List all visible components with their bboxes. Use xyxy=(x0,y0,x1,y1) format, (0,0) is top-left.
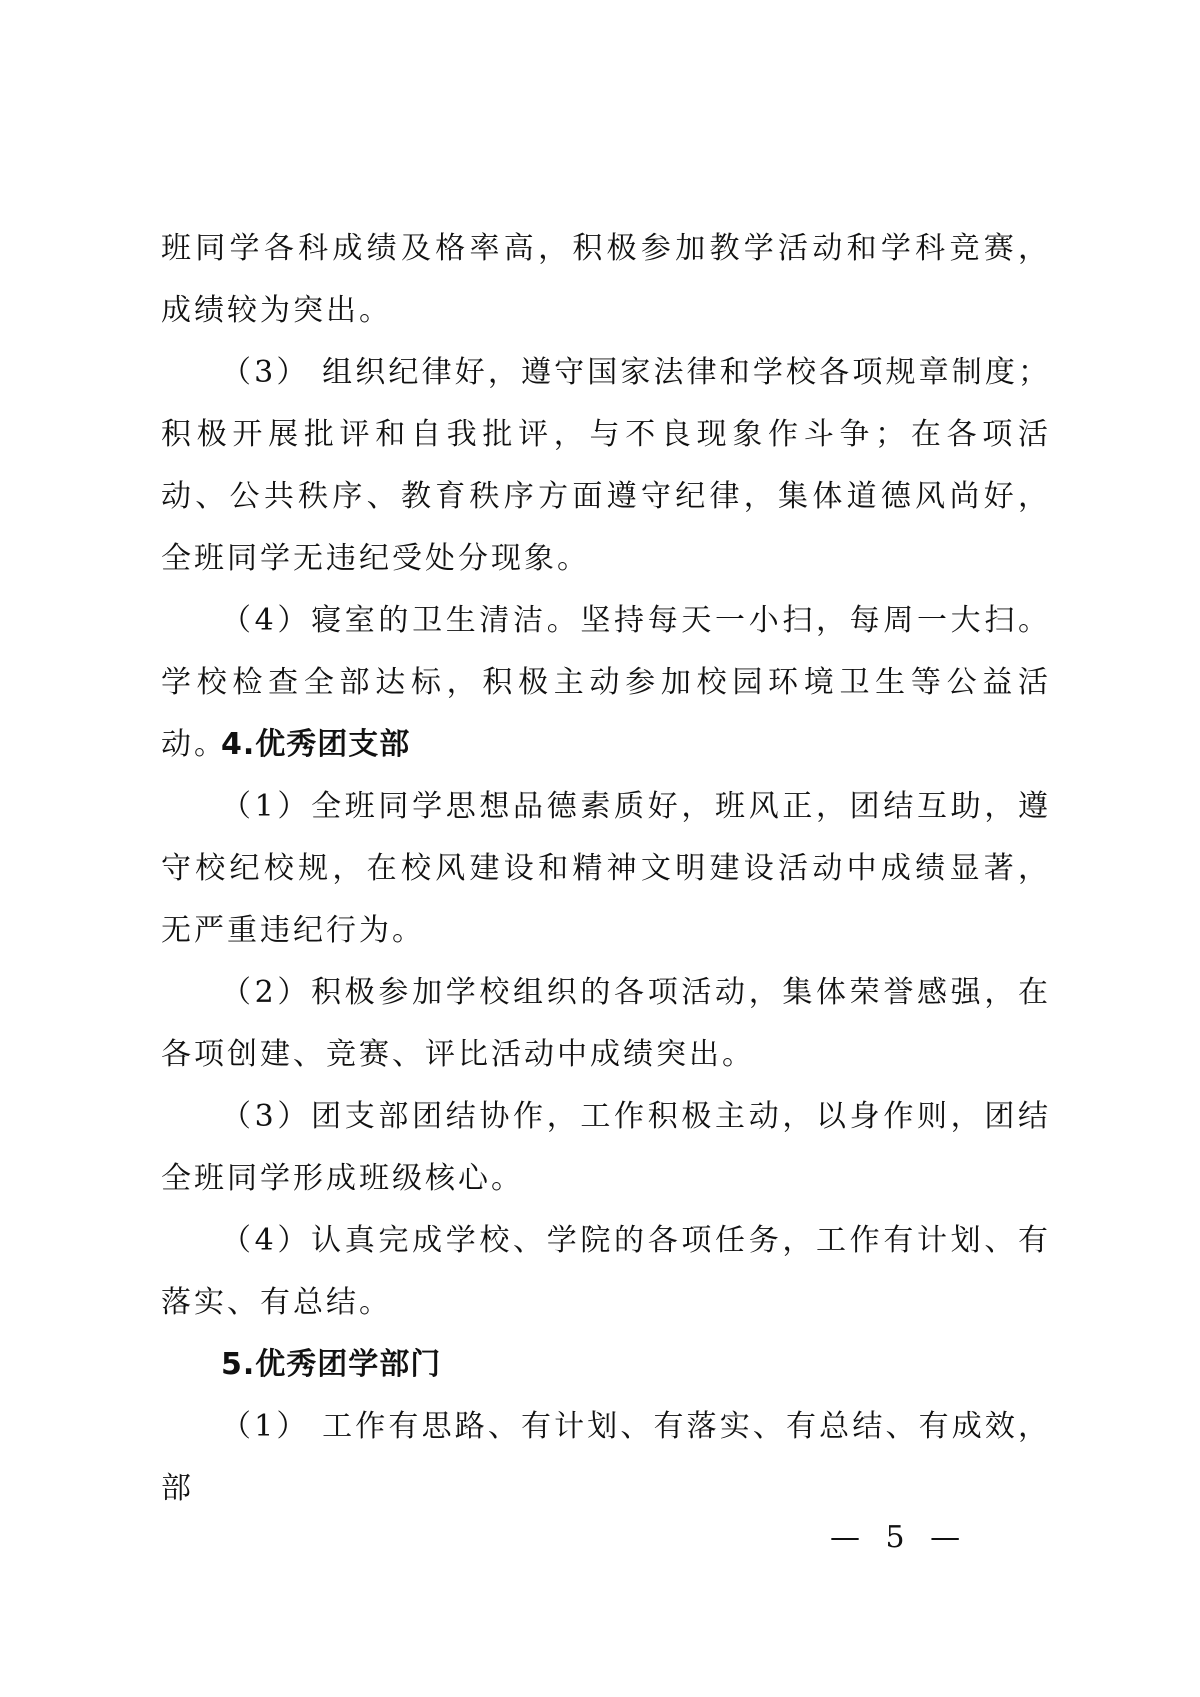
paragraph-item-4-dormitory: （4）寝室的卫生清洁。坚持每天一小扫，每周一大扫。学校检查全部达标，积极主动参加校园环境卫生等公益活动。 xyxy=(161,603,1051,762)
paragraph-item-3-discipline: （3） 组织纪律好，遵守国家法律和学校各项规章制度；积极开展批评和自我批评，与不良现象作斗争；在各项活动、公共秩序、教育秩序方面遵守纪律，集体道德风尚好，全班同学无违纪受处分现象。 xyxy=(161,355,1051,576)
paragraph-continuation: 班同学各科成绩及格率高，积极参加教学活动和学科竞赛，成绩较为突出。 xyxy=(161,231,1051,328)
paragraph-branch-item-1: （1）全班同学思想品德素质好，班风正，团结互助，遵守校纪校规，在校风建设和精神文明建设活动中成绩显著，无严重违纪行为。 xyxy=(161,789,1051,948)
paragraph-branch-item-2: （2）积极参加学校组织的各项活动，集体荣誉感强，在各项创建、竞赛、评比活动中成绩突出。 xyxy=(161,975,1051,1072)
page-number: — 5 — xyxy=(830,1520,969,1555)
paragraph-department-item-1: （1） 工作有思路、有计划、有落实、有总结、有成效，部 xyxy=(161,1409,1051,1506)
paragraph-branch-item-4: （4）认真完成学校、学院的各项任务，工作有计划、有落实、有总结。 xyxy=(161,1223,1051,1320)
section-heading-excellent-department: 5.优秀团学部门 xyxy=(221,1347,442,1382)
section-heading-excellent-league-branch: 4.优秀团支部 xyxy=(221,727,411,762)
paragraph-branch-item-3: （3）团支部团结协作，工作积极主动，以身作则，团结全班同学形成班级核心。 xyxy=(161,1099,1051,1196)
